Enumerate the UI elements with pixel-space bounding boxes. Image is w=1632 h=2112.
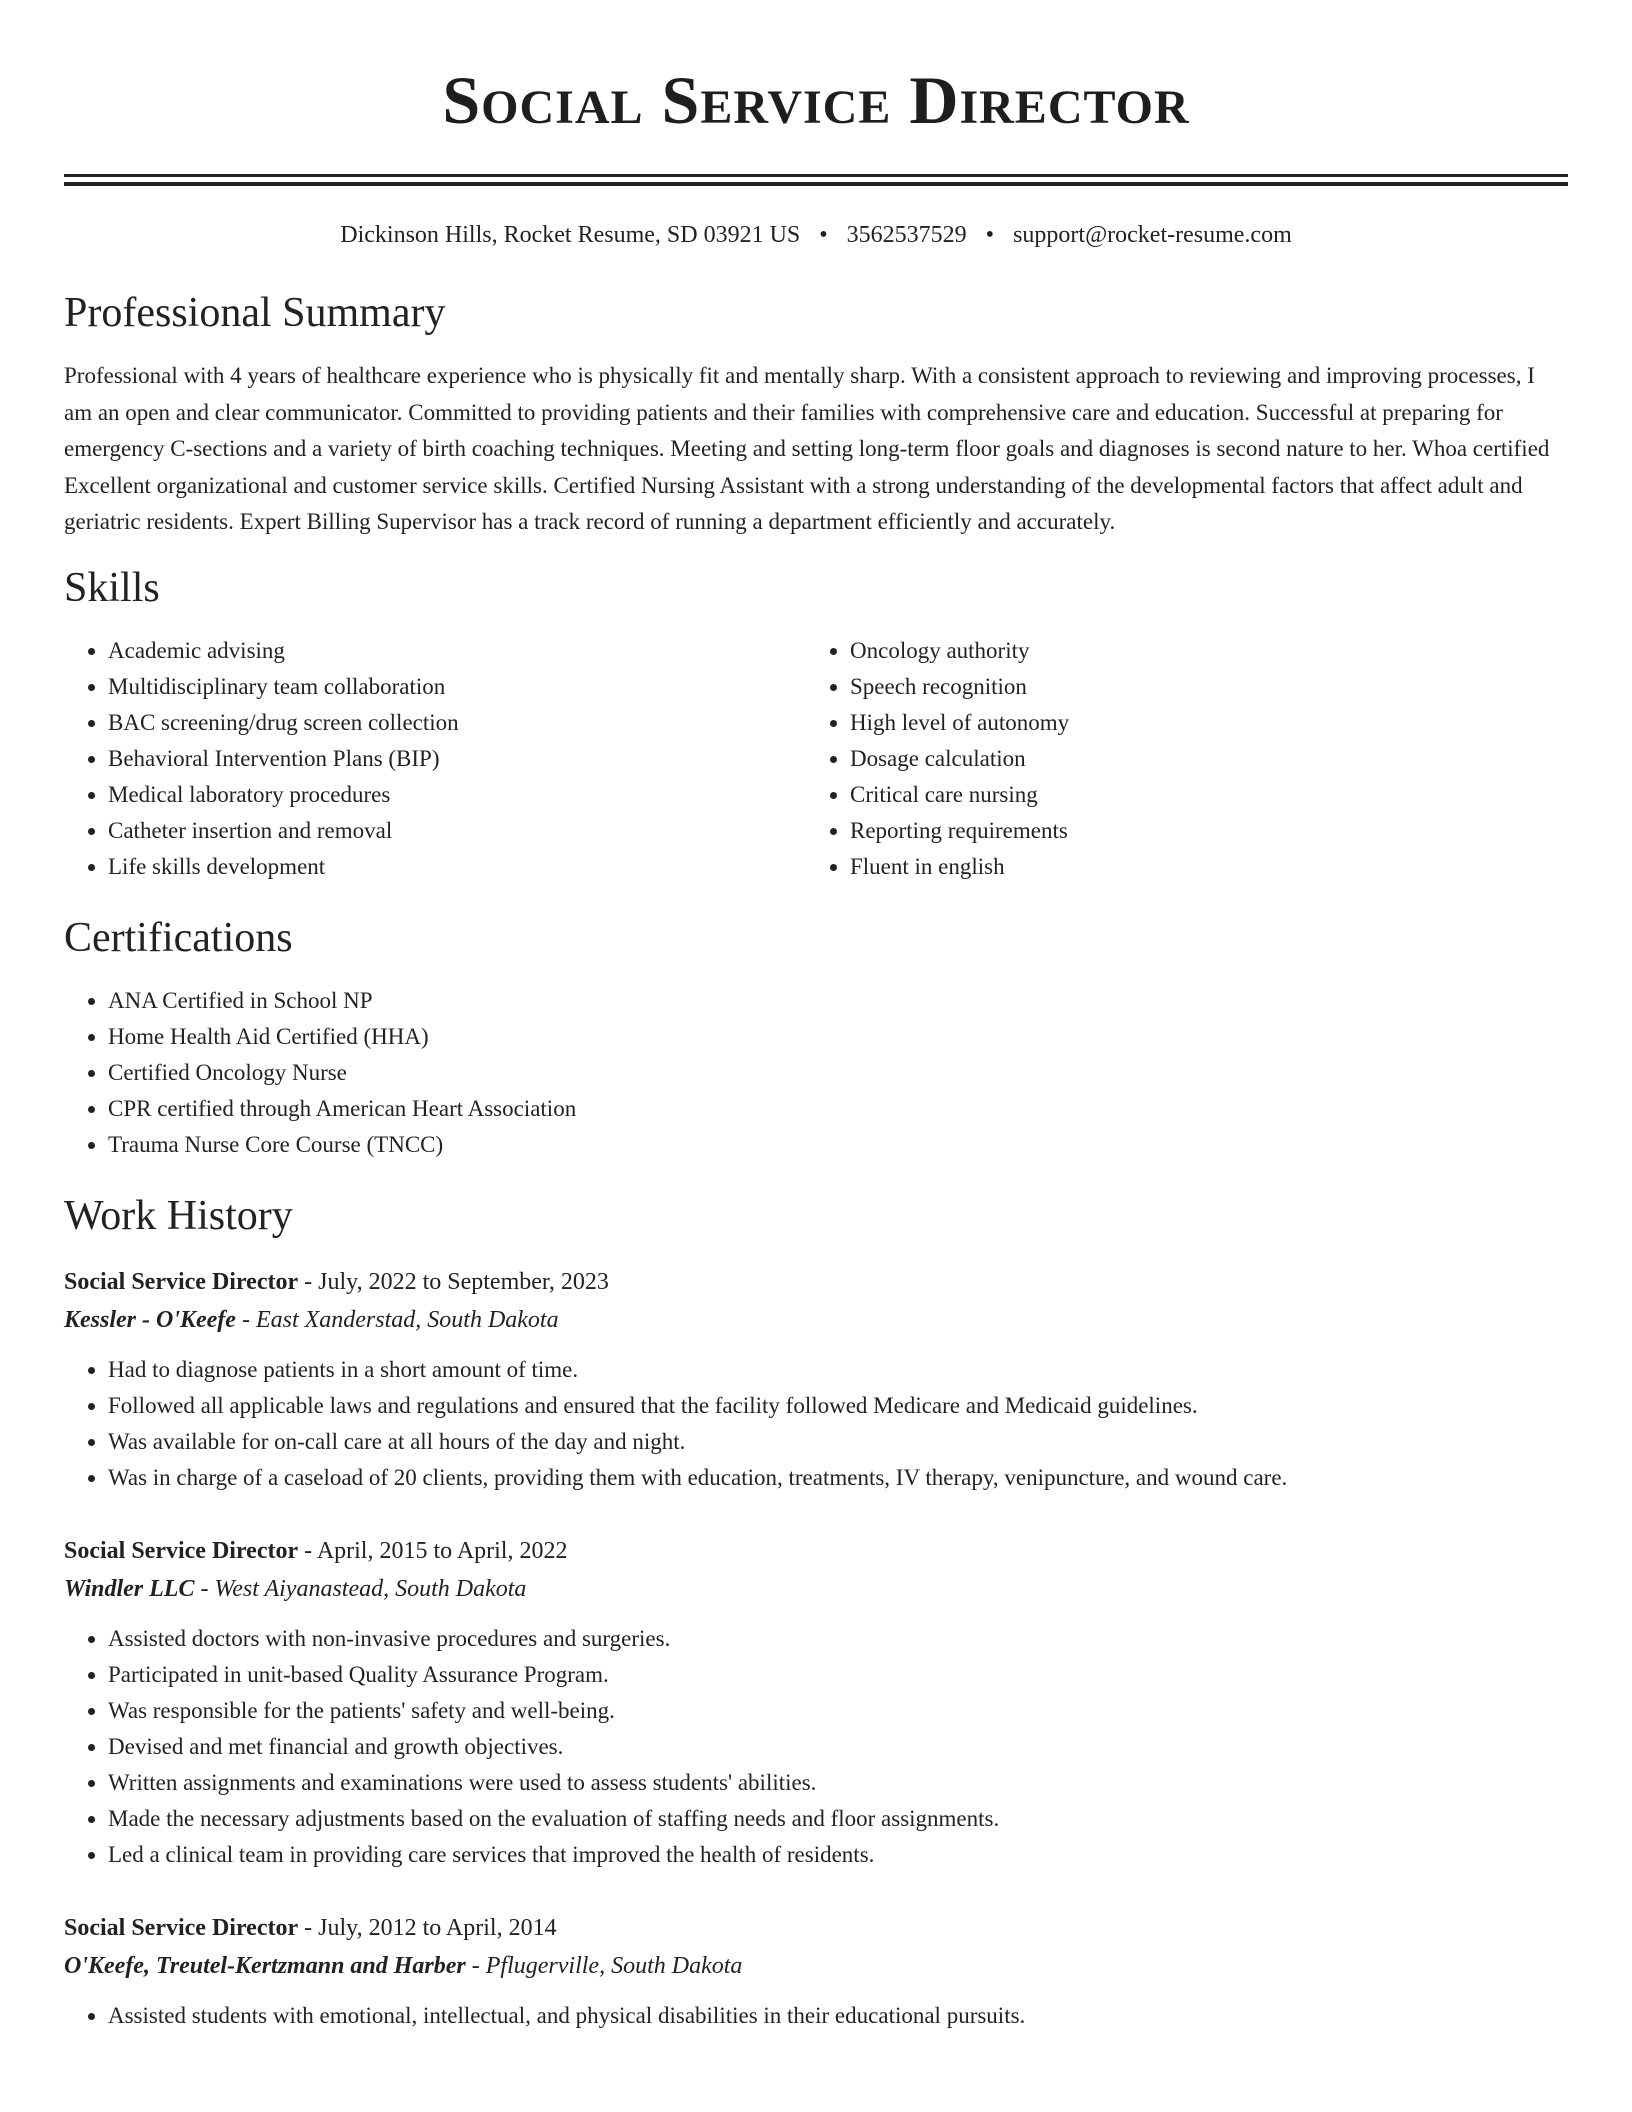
job-duties-list [64,1621,1568,1873]
job-dash: - [465,1952,486,1979]
header-divider-bottom [64,182,1568,186]
job-title: Social Service Director [64,1537,299,1564]
skill-item: • Reporting requirements [850,813,1548,849]
certification-item: • ANA Certified in School NP [108,983,1568,1019]
skill-item: • Academic advising [108,633,806,669]
job-duty-item: • Was available for on-call care at all hours of the day and night. [108,1424,1568,1460]
skill-item: • Multidisciplinary team collaboration [108,669,806,705]
skill-item: • Dosage calculation [850,741,1548,777]
skill-item: • Life skills development [108,849,806,885]
skills-heading: Skills [64,564,160,611]
job-duty-item: • Followed all applicable laws and regulations and ensured that the facility followed Medicare and Medicaid guidelines. [108,1388,1568,1424]
job-title-line [64,1263,1568,1301]
skill-item: • Behavioral Intervention Plans (BIP) [108,741,806,777]
job-title-line [64,1532,1568,1570]
job-dash: - [298,1537,317,1564]
contact-phone: 3562537529 [846,222,967,248]
job-duty-item: • Had to diagnose patients in a short amount of time. [108,1352,1568,1388]
resume-page [64,0,1568,2034]
job-company-line [64,1947,1568,1985]
job-duty-item: • Led a clinical team in providing care services that improved the health of residents. [108,1837,1568,1873]
job-duty-item: • Participated in unit-based Quality Assurance Program. [108,1657,1568,1693]
job-dash: - [298,1268,319,1295]
job-company: Kessler - O'Keefe [64,1306,236,1333]
job-entry [64,1532,1568,1873]
header-divider-top [64,174,1568,177]
skills-section [64,563,1568,885]
job-duty-item: • Written assignments and examinations were used to assess students' abilities. [108,1765,1568,1801]
job-duties-list [64,1998,1568,2034]
skill-item: • Speech recognition [850,669,1548,705]
job-title: Social Service Director [64,1268,299,1295]
job-duty-item: • Assisted students with emotional, intellectual, and physical disabilities in their educational pursuits. [108,1998,1568,2034]
skills-column-left [64,633,806,885]
certification-item: • Certified Oncology Nurse [108,1055,1568,1091]
contact-address: Dickinson Hills, Rocket Resume, SD 03921 US [340,222,801,248]
certifications-section [64,913,1568,1163]
job-location: Pflugerville, South Dakota [485,1952,743,1979]
job-company: Windler LLC [64,1575,195,1602]
work-history-section [64,1191,1568,2034]
skill-item: • Catheter insertion and removal [108,813,806,849]
certifications-heading: Certifications [64,914,293,961]
job-entry [64,1909,1568,2034]
job-dates: July, 2012 to April, 2014 [318,1914,557,1941]
certification-item: • CPR certified through American Heart Association [108,1091,1568,1127]
job-duties-list [64,1352,1568,1496]
job-duty-item: • Devised and met financial and growth objectives. [108,1729,1568,1765]
job-title: Social Service Director [64,1914,299,1941]
job-dash: - [298,1914,319,1941]
skills-list-left [64,633,806,885]
summary-section [64,288,1568,541]
job-company-line [64,1570,1568,1608]
summary-text: Professional with 4 years of healthcare experience who is physically fit and mentally sharp. With a consistent approach to reviewing and improving processes, I am an open and clear communicator. Committed to providing patients and their families with comprehensive care and education. Successful at preparing for emergency C-sections and a variety of birth coaching techniques. Meeting and setting long-term floor goals and diagnoses is second nature to her. Whoa certified Excellent organizational and customer service skills. Certified Nursing Assistant with a strong understanding of the developmental factors that affect adult and geriatric residents. Expert Billing Supervisor has a track record of running a department efficiently and accurately. [64,363,1550,534]
job-dates: July, 2022 to September, 2023 [318,1268,609,1295]
skill-item: • Fluent in english [850,849,1548,885]
skills-list-right [806,633,1548,885]
contact-line [64,220,1568,250]
job-title-line [64,1909,1568,1947]
job-dash: - [194,1575,215,1602]
skill-item: • High level of autonomy [850,705,1548,741]
job-company: O'Keefe, Treutel-Kertzmann and Harber [64,1952,466,1979]
skills-columns [64,633,1568,885]
skills-column-right [806,633,1548,885]
job-entry [64,1263,1568,1496]
skill-item: • Critical care nursing [850,777,1548,813]
summary-heading: Professional Summary [64,290,446,336]
job-duty-item: • Was responsible for the patients' safety and well-being. [108,1693,1568,1729]
certification-item: • Home Health Aid Certified (HHA) [108,1019,1568,1055]
certification-item: • Trauma Nurse Core Course (TNCC) [108,1127,1568,1163]
skill-item: • BAC screening/drug screen collection [108,705,806,741]
job-dates: April, 2015 to April, 2022 [316,1537,568,1564]
contact-email: support@rocket-resume.com [1013,222,1292,248]
job-location: East Xanderstad, South Dakota [255,1306,559,1333]
job-dash: - [235,1306,256,1333]
contact-separator: • [819,222,828,248]
contact-separator: • [985,222,995,248]
job-duty-item: • Was in charge of a caseload of 20 clients, providing them with education, treatments, IV therapy, venipuncture, and wound care. [108,1460,1568,1496]
job-duty-item: • Made the necessary adjustments based on the evaluation of staffing needs and floor assignments. [108,1801,1568,1837]
skill-item: • Medical laboratory procedures [108,777,806,813]
job-duty-item: • Assisted doctors with non-invasive procedures and surgeries. [108,1621,1568,1657]
skill-item: • Oncology authority [850,633,1548,669]
certifications-list [64,983,1568,1163]
work-history-heading: Work History [64,1192,293,1239]
resume-title: Social Service Director [442,62,1190,138]
job-location: West Aiyanastead, South Dakota [214,1575,527,1602]
job-company-line [64,1301,1568,1339]
